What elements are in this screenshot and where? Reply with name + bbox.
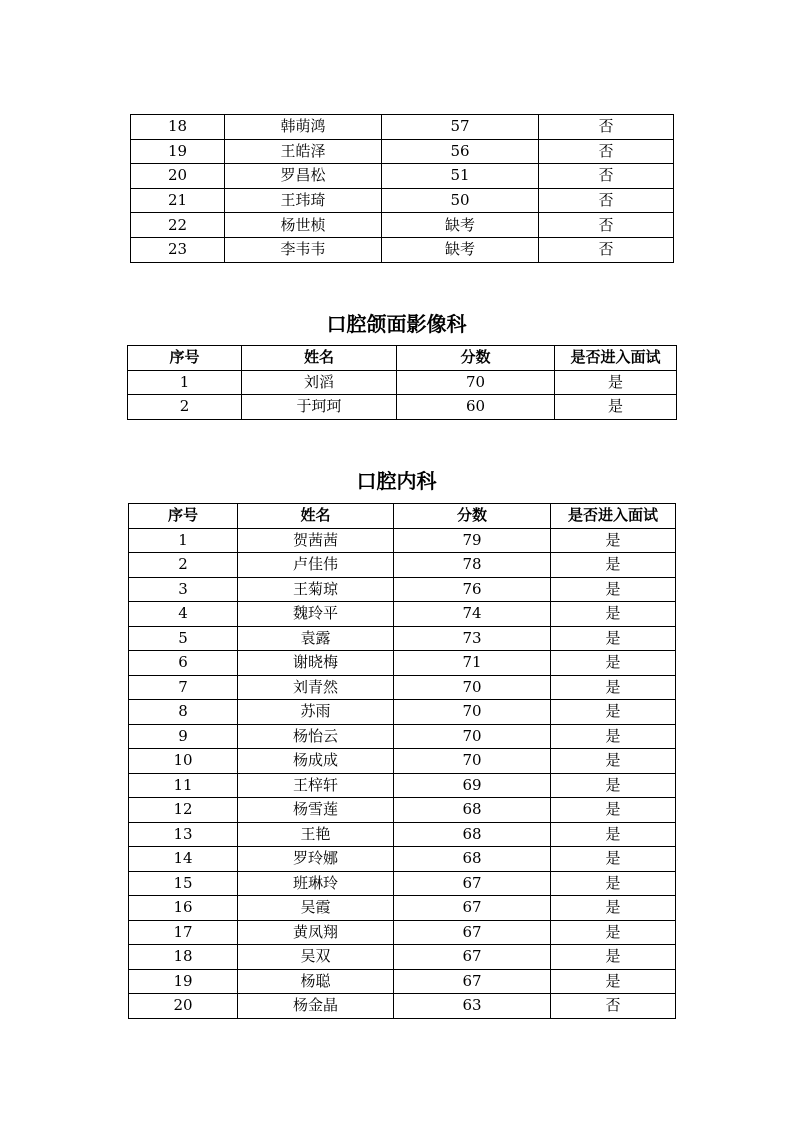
cell-interview: 是 [551, 871, 676, 896]
cell-index: 23 [131, 237, 225, 262]
cell-name: 杨成成 [238, 749, 394, 774]
cell-score: 78 [394, 553, 551, 578]
cell-index: 11 [129, 773, 238, 798]
cell-index: 19 [129, 969, 238, 994]
table-row [131, 237, 674, 262]
cell-index: 19 [131, 139, 225, 164]
cell-interview: 是 [551, 553, 676, 578]
table-row [129, 724, 676, 749]
cell-name: 罗昌松 [225, 164, 382, 189]
table-header-row [128, 346, 677, 371]
table-row [129, 969, 676, 994]
cell-name: 吴霞 [238, 896, 394, 921]
cell-score: 缺考 [382, 237, 539, 262]
cell-name: 于珂珂 [242, 395, 397, 420]
table-row [129, 945, 676, 970]
header-interview: 是否进入面试 [551, 504, 676, 529]
cell-index: 16 [129, 896, 238, 921]
cell-score: 74 [394, 602, 551, 627]
cell-index: 10 [129, 749, 238, 774]
table-row [129, 528, 676, 553]
results-table-oral-maxillofacial-imaging [127, 345, 677, 420]
cell-name: 王菊琼 [238, 577, 394, 602]
results-table-continued [130, 114, 674, 263]
table-row [131, 213, 674, 238]
cell-index: 4 [129, 602, 238, 627]
cell-interview: 是 [551, 896, 676, 921]
cell-name: 李韦韦 [225, 237, 382, 262]
cell-index: 2 [128, 395, 242, 420]
cell-name: 韩萌鸿 [225, 115, 382, 140]
cell-interview: 是 [551, 798, 676, 823]
cell-index: 22 [131, 213, 225, 238]
cell-index: 17 [129, 920, 238, 945]
cell-score: 73 [394, 626, 551, 651]
cell-interview: 是 [551, 773, 676, 798]
header-index: 序号 [128, 346, 242, 371]
cell-interview: 是 [551, 920, 676, 945]
cell-name: 袁露 [238, 626, 394, 651]
table-row [129, 626, 676, 651]
table-row [129, 675, 676, 700]
cell-score: 67 [394, 896, 551, 921]
cell-index: 6 [129, 651, 238, 676]
cell-index: 18 [129, 945, 238, 970]
header-score: 分数 [397, 346, 555, 371]
cell-interview: 是 [551, 945, 676, 970]
cell-index: 13 [129, 822, 238, 847]
cell-score: 60 [397, 395, 555, 420]
cell-interview: 是 [551, 822, 676, 847]
section-title-oral-maxillofacial-imaging: 口腔颌面影像科 [326, 312, 467, 336]
cell-score: 63 [394, 994, 551, 1019]
cell-name: 杨世桢 [225, 213, 382, 238]
cell-name: 王梓轩 [238, 773, 394, 798]
cell-score: 缺考 [382, 213, 539, 238]
cell-name: 魏玲平 [238, 602, 394, 627]
cell-interview: 是 [551, 602, 676, 627]
cell-index: 3 [129, 577, 238, 602]
header-interview: 是否进入面试 [555, 346, 677, 371]
table-row [129, 651, 676, 676]
cell-score: 57 [382, 115, 539, 140]
cell-score: 76 [394, 577, 551, 602]
cell-interview: 否 [539, 237, 674, 262]
table-row [131, 115, 674, 140]
table-row [129, 553, 676, 578]
cell-interview: 否 [539, 164, 674, 189]
cell-index: 14 [129, 847, 238, 872]
cell-index: 1 [129, 528, 238, 553]
cell-name: 王皓泽 [225, 139, 382, 164]
cell-score: 70 [394, 749, 551, 774]
section-title-oral-internal-medicine: 口腔内科 [356, 469, 437, 493]
table-row [131, 188, 674, 213]
cell-score: 67 [394, 871, 551, 896]
cell-name: 谢晓梅 [238, 651, 394, 676]
table-row [129, 822, 676, 847]
cell-index: 8 [129, 700, 238, 725]
header-score: 分数 [394, 504, 551, 529]
cell-index: 20 [129, 994, 238, 1019]
cell-interview: 是 [551, 528, 676, 553]
cell-index: 7 [129, 675, 238, 700]
header-index: 序号 [129, 504, 238, 529]
cell-score: 51 [382, 164, 539, 189]
table-row [131, 164, 674, 189]
cell-interview: 是 [551, 724, 676, 749]
cell-score: 56 [382, 139, 539, 164]
table-row [128, 395, 677, 420]
cell-index: 2 [129, 553, 238, 578]
table-row [129, 871, 676, 896]
table-row [129, 798, 676, 823]
cell-score: 67 [394, 969, 551, 994]
table-row [129, 920, 676, 945]
cell-score: 67 [394, 945, 551, 970]
table-row [129, 602, 676, 627]
cell-interview: 否 [539, 139, 674, 164]
cell-name: 黄凤翔 [238, 920, 394, 945]
cell-interview: 是 [551, 847, 676, 872]
cell-index: 20 [131, 164, 225, 189]
cell-name: 吴双 [238, 945, 394, 970]
cell-name: 王艳 [238, 822, 394, 847]
cell-interview: 否 [551, 994, 676, 1019]
cell-score: 68 [394, 822, 551, 847]
cell-index: 21 [131, 188, 225, 213]
table-row [131, 139, 674, 164]
cell-name: 杨聪 [238, 969, 394, 994]
cell-score: 70 [394, 724, 551, 749]
cell-index: 1 [128, 370, 242, 395]
cell-interview: 是 [551, 700, 676, 725]
cell-interview: 是 [551, 969, 676, 994]
cell-score: 79 [394, 528, 551, 553]
cell-name: 王玮琦 [225, 188, 382, 213]
cell-name: 杨怡云 [238, 724, 394, 749]
table-row [129, 847, 676, 872]
header-name: 姓名 [238, 504, 394, 529]
cell-name: 罗玲娜 [238, 847, 394, 872]
cell-interview: 是 [551, 749, 676, 774]
table-row [129, 994, 676, 1019]
cell-score: 68 [394, 798, 551, 823]
cell-interview: 否 [539, 188, 674, 213]
cell-interview: 是 [551, 626, 676, 651]
table-row [128, 370, 677, 395]
cell-interview: 是 [551, 577, 676, 602]
cell-name: 刘青然 [238, 675, 394, 700]
header-name: 姓名 [242, 346, 397, 371]
cell-score: 50 [382, 188, 539, 213]
cell-score: 67 [394, 920, 551, 945]
table-row [129, 577, 676, 602]
cell-interview: 是 [551, 675, 676, 700]
cell-index: 9 [129, 724, 238, 749]
table-header-row [129, 504, 676, 529]
cell-index: 15 [129, 871, 238, 896]
cell-index: 18 [131, 115, 225, 140]
results-table-body [129, 528, 676, 1018]
cell-score: 71 [394, 651, 551, 676]
table-row [129, 700, 676, 725]
cell-interview: 否 [539, 115, 674, 140]
results-table-body [128, 370, 677, 419]
cell-index: 5 [129, 626, 238, 651]
cell-name: 班琳玲 [238, 871, 394, 896]
cell-interview: 是 [551, 651, 676, 676]
cell-score: 70 [394, 675, 551, 700]
table-row [129, 773, 676, 798]
cell-index: 12 [129, 798, 238, 823]
cell-score: 70 [394, 700, 551, 725]
table-row [129, 896, 676, 921]
table-row [129, 749, 676, 774]
cell-name: 卢佳伟 [238, 553, 394, 578]
cell-name: 贺茜茜 [238, 528, 394, 553]
cell-name: 杨雪莲 [238, 798, 394, 823]
cell-interview: 是 [555, 370, 677, 395]
cell-score: 70 [397, 370, 555, 395]
cell-name: 杨金晶 [238, 994, 394, 1019]
cell-interview: 否 [539, 213, 674, 238]
cell-score: 69 [394, 773, 551, 798]
cell-score: 68 [394, 847, 551, 872]
cell-name: 苏雨 [238, 700, 394, 725]
results-table-body [131, 115, 674, 263]
results-table-oral-internal-medicine [128, 503, 676, 1019]
cell-name: 刘滔 [242, 370, 397, 395]
cell-interview: 是 [555, 395, 677, 420]
